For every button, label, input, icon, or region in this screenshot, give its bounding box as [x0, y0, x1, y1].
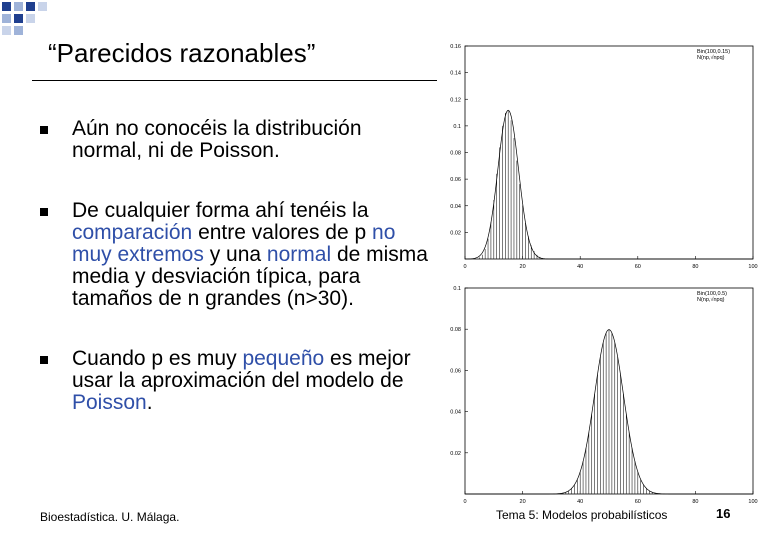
highlighted-term: Poisson	[72, 391, 147, 414]
x-tick-label: 40	[577, 499, 584, 505]
bullet-list	[40, 118, 430, 452]
y-tick-label: 0.1	[453, 286, 461, 292]
binomial-chart-p015	[435, 38, 765, 273]
bullet-item	[40, 118, 430, 162]
bullet-marker	[40, 356, 48, 364]
x-tick-label: 20	[519, 499, 526, 505]
y-tick-label: 0.08	[450, 150, 461, 157]
bullet-text-segment: Cuando p es muy	[72, 347, 243, 370]
y-tick-label: 0.04	[450, 409, 461, 416]
x-tick-label: 100	[748, 264, 758, 270]
bullet-item	[40, 348, 430, 414]
footer-topic: Tema 5: Modelos probabilísticos	[496, 508, 668, 522]
x-tick-label: 0	[463, 264, 467, 270]
x-tick-label: 40	[577, 264, 584, 270]
x-tick-label: 60	[634, 499, 641, 505]
x-tick-label: 20	[519, 264, 526, 270]
y-tick-label: 0.06	[450, 368, 461, 375]
bullet-marker	[40, 208, 48, 216]
y-tick-label: 0.14	[450, 70, 461, 77]
bullet-text-segment: Aún no conocéis la distribución normal, ni de Poisson.	[72, 117, 362, 162]
y-tick-label: 0.08	[450, 327, 461, 334]
title-rule	[32, 80, 437, 81]
x-tick-label: 60	[634, 264, 641, 270]
bullet-text-segment: entre valores de p	[192, 221, 373, 244]
y-tick-label: 0.02	[450, 450, 461, 457]
bullet-text-segment: es mejor usar la aproximación del modelo de	[72, 347, 411, 392]
footer-institution: Bioestadística. U. Málaga.	[40, 510, 180, 524]
y-tick-label: 0.02	[450, 230, 461, 237]
y-tick-label: 0.16	[450, 44, 461, 50]
bullet-text	[72, 117, 362, 162]
x-tick-label: 80	[692, 499, 699, 505]
corner-decoration	[0, 0, 60, 40]
bullet-text	[72, 347, 411, 414]
legend-entry: N(np,√npq)	[697, 297, 725, 303]
x-tick-label: 100	[748, 499, 758, 505]
y-tick-label: 0.12	[450, 97, 461, 104]
bullet-text-segment: y una	[203, 243, 267, 266]
x-tick-label: 0	[463, 499, 467, 505]
y-tick-label: 0.1	[453, 123, 461, 130]
legend-entry: N(np,√npq)	[697, 55, 725, 61]
bullet-item	[40, 200, 430, 310]
page-number: 16	[716, 506, 731, 521]
x-tick-label: 80	[692, 264, 699, 270]
y-tick-label: 0.04	[450, 203, 461, 210]
binomial-chart-p05	[435, 280, 765, 508]
bullet-marker	[40, 126, 48, 134]
legend-entry: Bin(100,0.15)	[697, 49, 731, 55]
y-tick-label: 0.06	[450, 177, 461, 184]
highlighted-term: comparación	[72, 221, 193, 244]
bullet-text-segment: .	[146, 391, 153, 414]
highlighted-term: pequeño	[242, 347, 325, 370]
highlighted-term: no muy extremos	[72, 221, 396, 266]
legend-entry: Bin(100,0.5)	[697, 291, 727, 297]
highlighted-term: normal	[266, 243, 332, 266]
slide-title: “Parecidos razonables”	[48, 38, 316, 68]
bullet-text-segment: De cualquier forma ahí tenéis la	[72, 199, 369, 222]
bullet-text	[72, 199, 428, 310]
bullet-text-segment: de misma media y desviación típica, para tamaños de n grandes (n>30).	[72, 243, 428, 310]
